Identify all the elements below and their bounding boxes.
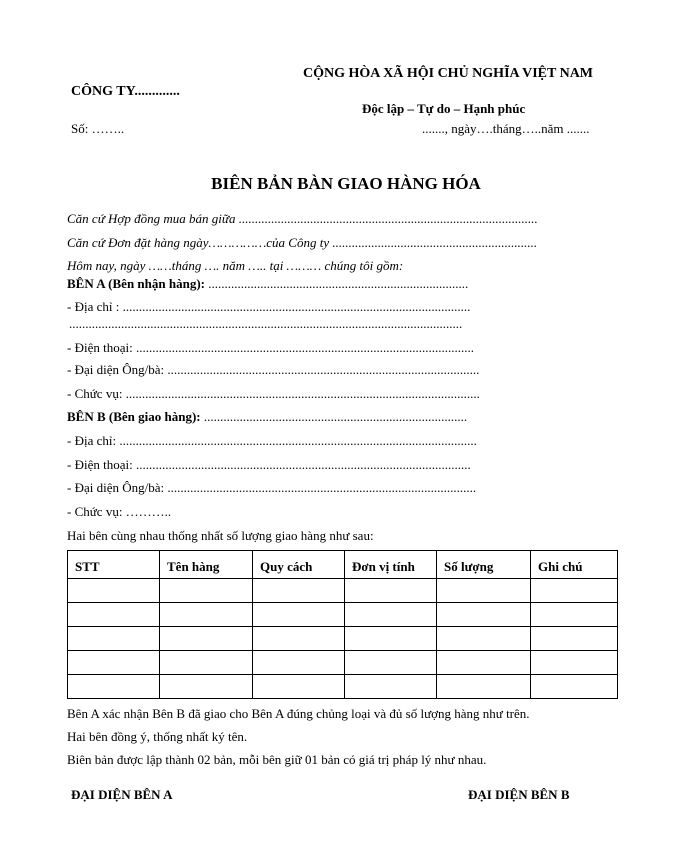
table-cell[interactable]	[253, 579, 345, 603]
party-a-heading-dots: ................................................................................	[205, 276, 469, 291]
document-title: BIÊN BẢN BÀN GIAO HÀNG HÓA	[211, 174, 481, 193]
table-cell[interactable]	[437, 627, 531, 651]
preamble-today: Hôm nay, ngày ……tháng …. năm ….. tại ……… chúng tôi gồm:	[67, 258, 404, 273]
table-cell[interactable]	[531, 603, 618, 627]
table-cell[interactable]	[68, 603, 160, 627]
table-row	[68, 627, 618, 651]
party-a-heading-line	[67, 276, 468, 292]
table-cell[interactable]	[437, 651, 531, 675]
column-header-quantity: Số lượng	[437, 551, 531, 579]
table-cell[interactable]	[160, 675, 253, 699]
column-header-item-name: Tên hàng	[160, 551, 253, 579]
signature-party-b: ĐẠI DIỆN BÊN B	[468, 787, 570, 802]
goods-table	[67, 550, 618, 699]
agreement-intro: Hai bên cùng nhau thống nhất số lượng giao hàng như sau:	[67, 528, 374, 543]
table-cell[interactable]	[531, 579, 618, 603]
table-cell[interactable]	[345, 651, 437, 675]
party-a-representative: - Đại diện Ông/bà: ................................................................................................	[67, 362, 480, 377]
table-row	[68, 603, 618, 627]
table-cell[interactable]	[345, 627, 437, 651]
company-name: CÔNG TY.............	[71, 84, 180, 99]
motto: Độc lập – Tự do – Hạnh phúc	[362, 101, 526, 116]
table-cell[interactable]	[68, 675, 160, 699]
table-row	[68, 651, 618, 675]
column-header-specification: Quy cách	[253, 551, 345, 579]
table-cell[interactable]	[531, 651, 618, 675]
party-b-phone: - Điện thoại: .......................................................................................................	[67, 457, 471, 472]
table-row	[68, 579, 618, 603]
table-cell[interactable]	[253, 627, 345, 651]
table-cell[interactable]	[68, 651, 160, 675]
table-cell[interactable]	[531, 627, 618, 651]
table-header-row	[68, 551, 618, 579]
column-header-note: Ghi chú	[531, 551, 618, 579]
table-cell[interactable]	[160, 651, 253, 675]
party-b-heading-line	[67, 409, 467, 425]
table-cell[interactable]	[160, 603, 253, 627]
document-date: ......., ngày….tháng…..năm .......	[422, 121, 590, 136]
party-b-heading: BÊN B (Bên giao hàng):	[67, 409, 201, 424]
table-cell[interactable]	[531, 675, 618, 699]
party-b-address: - Địa chỉ: ..............................................................................................................	[67, 433, 477, 448]
table-cell[interactable]	[345, 603, 437, 627]
party-b-representative: - Đại diện Ông/bà: ...............................................................................................	[67, 480, 477, 495]
party-a-address-continued: .........................................................................................................................	[69, 316, 463, 331]
table-row	[68, 675, 618, 699]
table-cell[interactable]	[68, 579, 160, 603]
closing-copies: Biên bản được lập thành 02 bản, mỗi bên giữ 01 bản có giá trị pháp lý như nhau.	[67, 752, 487, 767]
table-cell[interactable]	[253, 675, 345, 699]
column-header-stt: STT	[68, 551, 160, 579]
table-cell[interactable]	[437, 675, 531, 699]
table-cell[interactable]	[437, 603, 531, 627]
party-b-heading-dots: .................................................................................	[200, 409, 468, 424]
table-cell[interactable]	[160, 627, 253, 651]
column-header-unit: Đơn vị tính	[345, 551, 437, 579]
preamble-contract: Căn cứ Hợp đồng mua bán giữa ............................................................................................	[67, 211, 538, 226]
national-title: CỘNG HÒA XÃ HỘI CHỦ NGHĨA VIỆT NAM	[303, 66, 594, 81]
table-cell[interactable]	[345, 579, 437, 603]
closing-confirmation: Bên A xác nhận Bên B đã giao cho Bên A đúng chủng loại và đủ số lượng hàng như trên.	[67, 706, 530, 721]
table-cell[interactable]	[345, 675, 437, 699]
party-a-phone: - Điện thoại: ........................................................................................................	[67, 340, 474, 355]
document-number: Số: ……..	[71, 121, 125, 136]
party-b-position: - Chức vụ: ………..	[67, 504, 172, 519]
table-cell[interactable]	[253, 651, 345, 675]
party-a-position: - Chức vụ: .............................................................................................................	[67, 386, 480, 401]
table-cell[interactable]	[253, 603, 345, 627]
party-a-heading: BÊN A (Bên nhận hàng):	[67, 276, 205, 291]
table-cell[interactable]	[68, 627, 160, 651]
table-cell[interactable]	[437, 579, 531, 603]
signature-party-a: ĐẠI DIỆN BÊN A	[71, 787, 173, 802]
preamble-order: Căn cứ Đơn đặt hàng ngày……………của Công ty ...............................................................	[67, 235, 538, 250]
party-a-address: - Địa chỉ : ...........................................................................................................	[67, 299, 471, 314]
closing-agreement: Hai bên đồng ý, thống nhất ký tên.	[67, 729, 248, 744]
table-cell[interactable]	[160, 579, 253, 603]
